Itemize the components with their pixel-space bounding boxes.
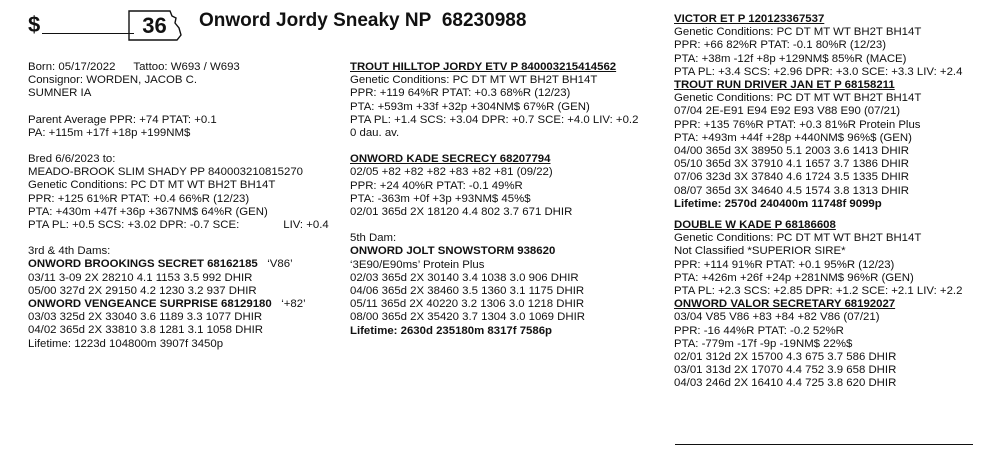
animal-title (199, 10, 526, 32)
sire-daughters: 0 dau. av. (350, 127, 400, 140)
dam-classification: 02/05 +82 +82 +82 +83 +82 +81 (09/22) (350, 166, 553, 179)
dam3-line (28, 258, 329, 271)
fifth-dam-record: 08/00 365d 2X 35420 3.7 1304 3.0 1069 DHIR (350, 311, 585, 324)
bred-pta: PTA: +430m +47f +36p +367NM$ 64%R (GEN) (28, 205, 268, 218)
fifth-dam-header: 5th Dam: (350, 232, 397, 245)
granddam-pta: PTA: +493m +44f +28p +440NM$ 96%$ (GEN) (674, 131, 912, 144)
tattoo: Tattoo: W693 / W693 (133, 61, 240, 73)
dam4-lifetime: Lifetime: 1223d 104800m 3907f 3450p (28, 337, 224, 350)
mgs-ppr: PPR: +66 82%R PTAT: -0.1 80%R (12/23) (674, 39, 886, 52)
mgs-pta: PTA: +38m -12f +8p +129NM$ 85%R (MACE) (674, 52, 907, 65)
bred-liv: LIV: +0.4 (283, 219, 329, 232)
price-blank-line (42, 33, 134, 34)
bred-pta-pl-line (28, 219, 329, 232)
sire-dam-column (350, 61, 638, 338)
valor-pta: PTA: -779m -17f -9p -19NM$ 22%$ (674, 337, 853, 350)
fifth-dam-name: ONWORD JOLT SNOWSTORM 938620 (350, 245, 556, 258)
dam-record: 02/01 365d 2X 18120 4.4 802 3.7 671 DHIR (350, 206, 573, 219)
double-w-genetic-conditions: Genetic Conditions: PC DT MT WT BH2T BH14T (674, 232, 922, 245)
fifth-dam-record: 02/03 365d 2X 30140 3.4 1038 3.0 906 DHIR (350, 271, 579, 284)
animal-info-column (28, 61, 329, 351)
dam3-score: ‘V86’ (267, 258, 293, 271)
granddam-classification: 07/04 2E-E91 E94 E92 E93 V88 E90 (07/21) (674, 105, 901, 118)
dam-pta: PTA: -363m +0f +3p +93NM$ 45%$ (350, 192, 531, 205)
fifth-dam-classification: ‘3E90/E90ms’ Protein Plus (350, 258, 485, 271)
dam4-record: 03/03 325d 2X 33040 3.6 1189 3.3 1077 DHIR (28, 311, 263, 324)
granddam-ppr: PPR: +135 76%R PTAT: +0.3 81%R Protein Plus (674, 118, 921, 131)
dam4-line (28, 298, 329, 311)
consignor: Consignor: WORDEN, JACOB C. (28, 74, 197, 87)
double-w-classification: Not Classified *SUPERIOR SIRE* (674, 245, 846, 258)
valor-record: 03/01 313d 2X 17070 4.4 752 3.9 658 DHIR (674, 364, 897, 377)
granddam-record: 08/07 365d 3X 34640 4.5 1574 3.8 1313 DHIR (674, 184, 909, 197)
double-w-name: DOUBLE W KADE P 68186608 (674, 219, 836, 232)
born-tattoo-line (28, 61, 329, 74)
dam4-record: 04/02 365d 2X 33810 3.8 1281 3.1 1058 DHIR (28, 324, 263, 337)
double-w-pta: PTA: +426m +26f +24p +281NM$ 96%R (GEN) (674, 271, 914, 284)
dam-name: ONWORD KADE SECRECY 68207794 (350, 153, 551, 166)
granddam-lifetime: Lifetime: 2570d 240400m 11748f 9099p (674, 197, 882, 210)
bred-date: Bred 6/6/2023 to: (28, 153, 116, 166)
dam4-name: ONWORD VENGEANCE SURPRISE 68129180 (28, 298, 272, 311)
animal-name: Onword Jordy Sneaky NP (199, 10, 432, 31)
lot-number: 36 (142, 13, 167, 38)
fifth-dam-record: 04/06 365d 2X 38460 3.5 1360 3.1 1175 DHIR (350, 285, 585, 298)
valor-record: 02/01 312d 2X 15700 4.3 675 3.7 586 DHIR (674, 351, 897, 364)
sire-name: TROUT HILLTOP JORDY ETV P 840003215414562 (350, 61, 617, 73)
dams-header: 3rd & 4th Dams: (28, 245, 111, 258)
bred-sire: MEADO-BROOK SLIM SHADY PP 840003210815270 (28, 166, 303, 179)
parent-average-pa: PA: +115m +17f +18p +199NM$ (28, 126, 191, 139)
sire-ppr: PPR: +119 64%R PTAT: +0.3 68%R (12/23) (350, 87, 571, 100)
mgs-genetic-conditions: Genetic Conditions: PC DT MT WT BH2T BH14T (674, 26, 922, 39)
sire-genetic-conditions: Genetic Conditions: PC DT MT WT BH2T BH14T (350, 74, 598, 87)
granddam-record: 05/10 365d 3X 37910 4.1 1657 3.7 1386 DHIR (674, 158, 909, 171)
granddam-genetic-conditions: Genetic Conditions: PC DT MT WT BH2T BH14T (674, 92, 922, 105)
granddam-record: 07/06 323d 3X 37840 4.6 1724 3.5 1335 DHIR (674, 171, 909, 184)
fifth-dam-lifetime: Lifetime: 2630d 235180m 8317f 7586p (350, 324, 552, 337)
granddam-name: TROUT RUN DRIVER JAN ET P 68158211 (674, 79, 895, 92)
mgs-pta-pl: PTA PL: +3.4 SCS: +2.96 DPR: +3.0 SCE: +3.3 LIV: +2.4 (674, 65, 963, 78)
bred-genetic-conditions: Genetic Conditions: PC DT MT WT BH2T BH14T (28, 179, 276, 192)
born-date: Born: 05/17/2022 (28, 61, 116, 73)
double-w-ppr: PPR: +114 91%R PTAT: +0.1 95%R (12/23) (674, 258, 895, 271)
valor-classification: 03/04 V85 V86 +83 +84 +82 V86 (07/21) (674, 311, 880, 324)
dam-ppr: PPR: +24 40%R PTAT: -0.1 49%R (350, 179, 523, 192)
valor-name: ONWORD VALOR SECRETARY 68192027 (674, 298, 896, 311)
dam3-record: 05/00 327d 2X 29150 4.2 1230 3.2 937 DHIR (28, 284, 257, 297)
dam3-name: ONWORD BROOKINGS SECRET 68162185 (28, 258, 258, 271)
valor-ppr: PPR: -16 44%R PTAT: -0.2 52%R (674, 324, 844, 337)
sire-pta-pl: PTA PL: +1.4 SCS: +3.04 DPR: +0.7 SCE: +4.0 LIV: +0.2 (350, 113, 639, 126)
parent-average: Parent Average PPR: +74 PTAT: +0.1 (28, 113, 217, 126)
granddam-record: 04/00 365d 3X 38950 5.1 2003 3.6 1413 DHIR (674, 145, 909, 158)
fifth-dam-record: 05/11 365d 2X 40220 3.2 1306 3.0 1218 DHIR (350, 298, 585, 311)
mgs-name: VICTOR ET P 120123367537 (674, 13, 825, 25)
dam3-record: 03/11 3-09 2X 28210 4.1 1153 3.5 992 DHIR (28, 271, 253, 284)
double-w-pta-pl: PTA PL: +2.3 SCS: +2.85 DPR: +1.2 SCE: +2.1 LIV: +2.2 (674, 285, 963, 298)
bred-ppr: PPR: +125 61%R PTAT: +0.4 66%R (12/23) (28, 192, 250, 205)
price-dollar-sign: $ (28, 12, 41, 37)
sire-pta: PTA: +593m +33f +32p +304NM$ 67%R (GEN) (350, 100, 590, 113)
bottom-rule (675, 444, 973, 445)
consignor-location: SUMNER IA (28, 87, 92, 100)
valor-record: 04/03 246d 2X 16410 4.4 725 3.8 620 DHIR (674, 377, 897, 390)
bred-pta-pl: PTA PL: +0.5 SCS: +3.02 DPR: -0.7 SCE: (28, 219, 240, 232)
registration-number: 68230988 (441, 10, 527, 31)
pedigree-column (674, 13, 962, 391)
dam4-score: ‘+82’ (281, 298, 306, 311)
